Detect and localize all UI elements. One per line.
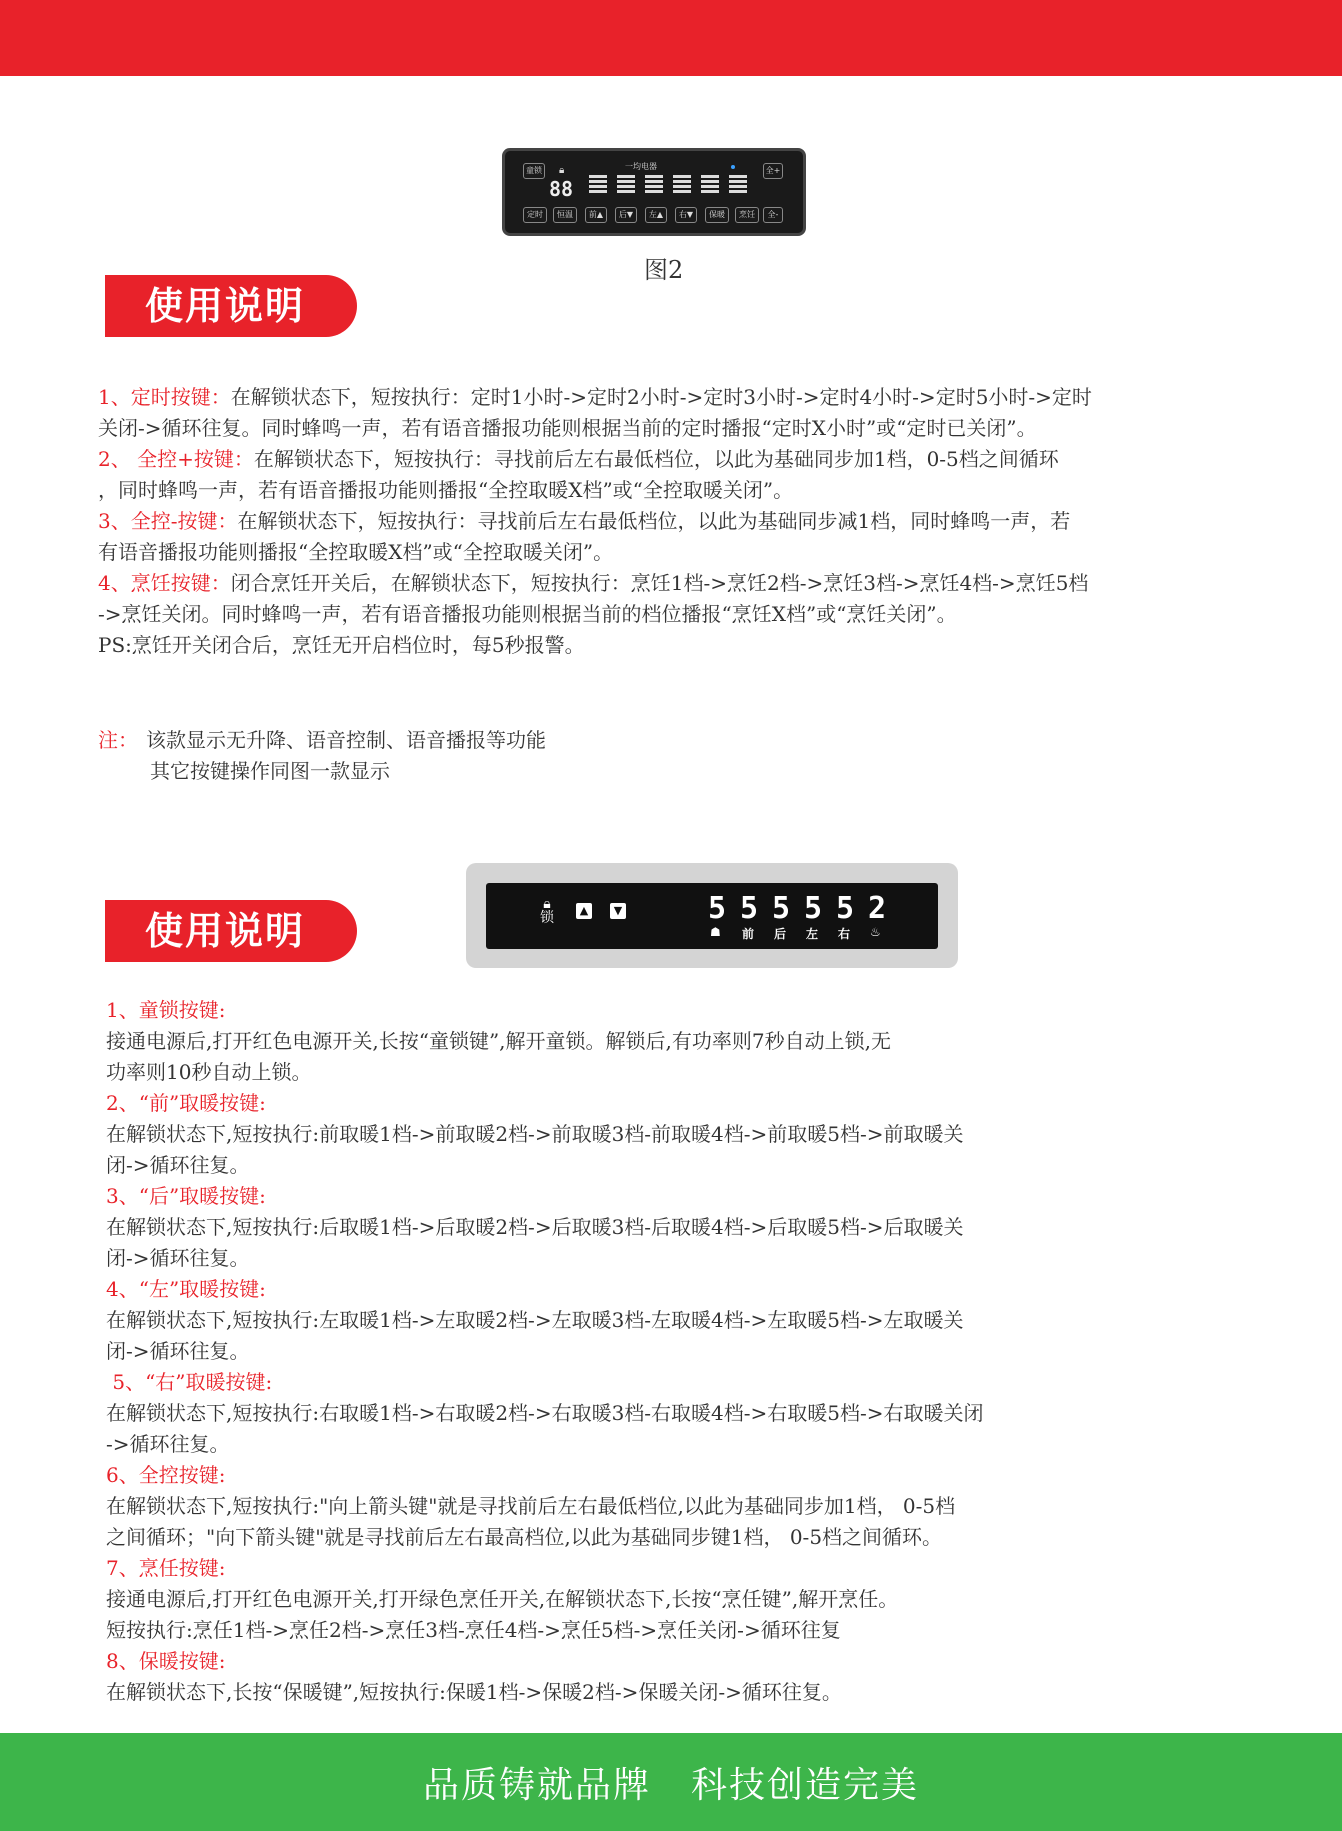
item-text: 在解锁状态下,短按执行:右取暖1档->右取暖2档->右取暖3档-右取暖4档->右取暖5档->右取暖关闭 ->循环往复。: [106, 1401, 984, 1456]
down-arrow-icon: ▼: [610, 903, 626, 919]
item-text: 在解锁状态下，短按执行：寻找前后左右最低档位，以此为基础同步减1档，同时蜂鸣一声，若 有语音播报功能则播报“全控取暖X档”或“全控取暖关闭”。: [98, 509, 1071, 564]
section-2-item-7: [106, 1553, 898, 1646]
section-2-item-5: [106, 1367, 984, 1460]
section-1-item-3: [98, 506, 1070, 568]
section-1-item-1: [98, 382, 1092, 444]
control-panel-2: [486, 883, 938, 949]
figure-caption: 图2: [644, 256, 684, 284]
cook-icon: ☗: [710, 925, 721, 939]
section-2-item-3: [106, 1181, 964, 1274]
level-bars-6: [729, 175, 747, 195]
item-text: 接通电源后,打开红色电源开关,打开绿色烹任开关,在解锁状态下,长按“烹任键”,解开烹任。 短按执行:烹任1档->烹任2档->烹任3档-烹任4档->烹任5档->烹任关闭->循环往复: [106, 1587, 899, 1642]
item-text: 在解锁状态下,短按执行:前取暖1档->前取暖2档->前取暖3档-前取暖4档->前取暖5档->前取暖关 闭->循环往复。: [106, 1122, 964, 1177]
digit-4: 5: [804, 891, 823, 926]
label-front: 前: [742, 927, 755, 941]
lock-icon: 🔒︎ 锁: [540, 896, 554, 926]
item-label: 2、“前”取暖按键:: [106, 1091, 266, 1115]
item-text: 在解锁状态下，短按执行：寻找前后左右最低档位，以此为基础同步加1档，0-5档之间循环 ，同时蜂鸣一声，若有语音播报功能则播报“全控取暖X档”或“全控取暖关闭”。: [98, 447, 1059, 502]
item-text: 在解锁状态下,短按执行:"向上箭头键"就是寻找前后左右最低档位,以此为基础同步加1档， 0-5档 之间循环；"向下箭头键"就是寻找前后左右最高档位,以此为基础同步键1档， 0-5档之间循环。: [106, 1494, 956, 1549]
slogan-part-2: 科技创造完美: [691, 1764, 920, 1806]
top-red-bar: [0, 0, 1342, 76]
slogan-part-1: 品质铸就品牌: [422, 1764, 651, 1806]
label-right: 右: [838, 927, 851, 941]
section-1-title: 使用说明: [105, 275, 357, 337]
item-text: 在解锁状态下,短按执行:后取暖1档->后取暖2档->后取暖3档-后取暖4档->后取暖5档->后取暖关 闭->循环往复。: [106, 1215, 964, 1270]
item-text: 在解锁状态下，短按执行：定时1小时->定时2小时->定时3小时->定时4小时->定时5小时->定时 关闭->循环往复。同时蜂鸣一声，若有语音播报功能则根据当前的定时播报“定时X小时”或“定时已关闭”。: [98, 385, 1092, 440]
item-text: 在解锁状态下,长按“保暖键”,短按执行:保暖1档->保暖2档->保暖关闭->循环往复。: [106, 1680, 842, 1704]
item-label: 1、童锁按键:: [106, 998, 226, 1022]
note-label: 注：: [98, 728, 138, 752]
item-text: 接通电源后,打开红色电源开关,长按“童锁键”,解开童锁。解锁后,有功率则7秒自动上锁,无 功率则10秒自动上锁。: [106, 1029, 891, 1084]
right-button: 右▼: [675, 207, 697, 223]
lock-icon: 🔒︎: [559, 165, 565, 176]
digit-1: 5: [708, 891, 727, 926]
indicator-dot: [731, 165, 735, 169]
level-bars-2: [617, 175, 635, 195]
level-bars-1: [589, 175, 607, 195]
child-lock-button: 童锁: [523, 163, 545, 179]
section-2-item-1: [106, 995, 891, 1088]
label-back: 后: [774, 927, 787, 941]
item-label: 3、全控-按键：: [98, 509, 238, 533]
section-2-item-2: [106, 1088, 964, 1181]
item-label: 8、保暖按键:: [106, 1649, 226, 1673]
section-1-note-line-2: 其它按键操作同图一款显示: [150, 759, 390, 783]
all-minus-button: 全-: [763, 207, 783, 223]
section-2-item-8: [106, 1646, 842, 1708]
timer-button: 定时: [523, 207, 547, 223]
back-button: 后▼: [615, 207, 637, 223]
all-plus-button: 全+: [763, 163, 783, 179]
section-2-item-6: [106, 1460, 955, 1553]
section-2-item-4: [106, 1274, 964, 1367]
digit-5: 5: [836, 891, 855, 926]
item-label: 5、“右”取暖按键:: [106, 1370, 273, 1394]
footer-slogan: [0, 1733, 1342, 1831]
section-1-item-4: [98, 568, 1088, 630]
panel-brand: 一均电器: [625, 162, 657, 171]
digit-3: 5: [772, 891, 791, 926]
item-label: 7、烹任按键:: [106, 1556, 226, 1580]
digit-2: 5: [740, 891, 759, 926]
section-1-note: [98, 725, 546, 756]
level-bars-5: [701, 175, 719, 195]
item-label: 4、“左”取暖按键:: [106, 1277, 266, 1301]
keep-warm-button: 保暖: [705, 207, 729, 223]
section-2-title: 使用说明: [105, 900, 357, 962]
warm-icon: ♨: [870, 925, 881, 939]
item-label: 6、全控按键:: [106, 1463, 226, 1487]
item-label: 3、“后”取暖按键:: [106, 1184, 266, 1208]
section-1-item-2: [98, 444, 1059, 506]
constant-temp-button: 恒温: [553, 207, 577, 223]
digit-6: 2: [868, 891, 887, 926]
control-panel-figure-2: [502, 148, 806, 236]
section-1-ps: PS:烹饪开关闭合后，烹饪无开启档位时，每5秒报警。: [98, 633, 585, 657]
cook-button: 烹饪: [735, 207, 759, 223]
item-label: 4、烹饪按键：: [98, 571, 231, 595]
item-label: 2、 全控+按键：: [98, 447, 254, 471]
lock-label: 锁: [540, 910, 554, 926]
label-left: 左: [806, 927, 819, 941]
level-bars-3: [645, 175, 663, 195]
item-text: 闭合烹饪开关后，在解锁状态下，短按执行：烹饪1档->烹饪2档->烹饪3档->烹饪4档->烹饪5档 ->烹饪关闭。同时蜂鸣一声，若有语音播报功能则根据当前的档位播报“烹饪X档”或“烹饪关闭”。: [98, 571, 1089, 626]
level-bars-4: [673, 175, 691, 195]
item-text: 在解锁状态下,短按执行:左取暖1档->左取暖2档->左取暖3档-左取暖4档->左取暖5档->左取暖关 闭->循环往复。: [106, 1308, 964, 1363]
note-line-1: 该款显示无升降、语音控制、语音播报等功能: [146, 728, 546, 752]
item-label: 1、定时按键：: [98, 385, 231, 409]
temp-display: 88: [549, 177, 574, 201]
front-button: 前▲: [585, 207, 607, 223]
up-arrow-icon: ▲: [576, 903, 592, 919]
left-button: 左▲: [645, 207, 667, 223]
